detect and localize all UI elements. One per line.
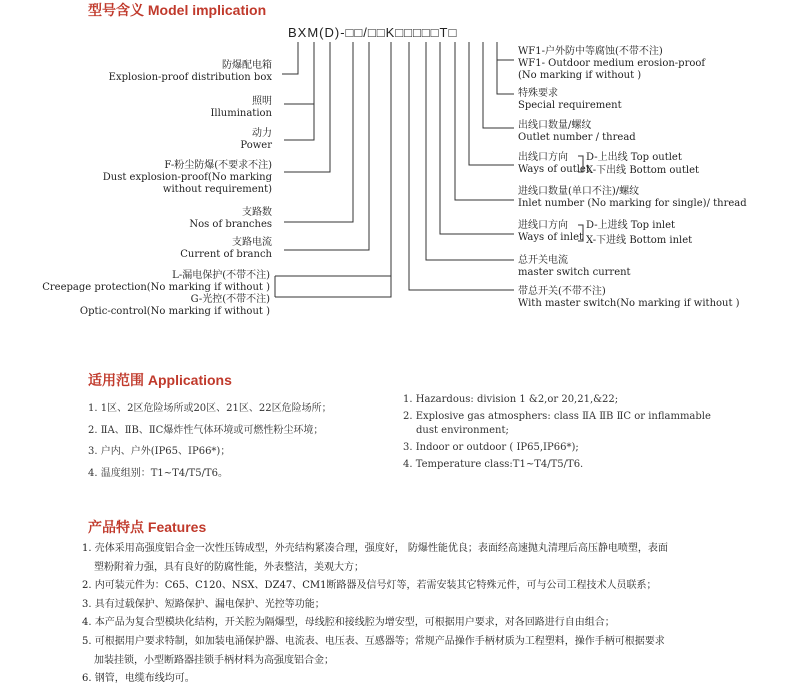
list-item: 1. Hazardous: division 1 &2,or 20,21,&22; [403,394,619,405]
label-inlet-top: D-上进线 Top inlet [586,220,676,231]
list-item: 6. 钢管，电缆布线均可。 [82,673,195,685]
label-outlet-top: D-上出线 Top outlet [586,152,682,163]
features-list [82,540,668,689]
label-optic-control: G-光控(不带不注) Optic-control(No marking if without ) [79,294,270,317]
applications-heading: 适用范围 Applications [88,372,232,388]
list-item: 1. 1区、2区危险场所或20区、21区、22区危险场所； [88,403,332,414]
list-item: 塑粉附着力强，具有良好的防腐性能，外表整洁，美观大方； [94,561,364,573]
list-item: 4. Temperature class:T1~T4/T5/T6. [403,459,584,470]
applications-zh-list [88,398,332,484]
list-item: 3. 具有过载保护、短路保护、漏电保护、光控等功能； [82,598,325,610]
label-special: 特殊要求 Special requirement [518,88,622,111]
list-item: 3. 户内、户外(IP65、IP66*)； [88,446,231,457]
model-code: BXM(D)-□□/□□K□□□□□T□ [288,25,458,40]
applications-en-list [403,393,711,472]
list-item: 1. 壳体采用高强度铝合金一次性压铸成型，外壳结构紧凑合理，强度好， 防爆性能优良；表面经高速抛丸清理后高压静电喷塑，表面 [82,543,668,554]
label-creepage: L-漏电保护(不带不注) Creepage protection(No marking if without ) [42,270,270,293]
list-item: 2. ⅡA、ⅡB、ⅡC爆炸性气体环境或可燃性粉尘环境； [88,424,324,436]
label-outlet-way: 出线口方向 Ways of outlet [518,152,590,175]
list-item: 3. Indoor or outdoor ( IP65,IP66*); [403,442,579,453]
list-item: 5. 可根据用户要求特制，如加装电涌保护器、电流表、电压表、互感器等；常规产品操作手柄材质为工程塑料，操作手柄可根据要求 [82,635,665,647]
label-inlet-number: 进线口数量(单口不注)/螺纹 Inlet number (No marking for single)/ thread [518,186,747,209]
list-item: 2. 内可装元件为：C65、C120、NSX、DZ47、CM1断路器及信号灯等，若需安装其它特殊元件，可与公司工程技术人员联系； [82,580,657,592]
label-inlet-bottom: X-下进线 Bottom inlet [586,235,693,246]
model-heading: 型号含义 Model implication [88,2,267,18]
label-master-current: 总开关电流 master switch current [518,255,631,278]
list-item: 2. Explosive gas atmosphers: class ⅡA ⅡB ⅡC or inflammable [403,411,711,422]
list-item: 4. 温度组别：T1~T4/T5/T6。 [88,467,228,479]
list-item: dust environment; [416,425,509,436]
list-item: 4. 本产品为复合型模块化结构，开关腔为隔爆型，母线腔和接线腔为增安型，可根据用户要求，对各回路进行自由组合； [82,617,615,629]
label-branch-current: 支路电流 Current of branch [180,237,272,260]
label-wf1: WF1-户外防中等腐蚀(不带不注) WF1- Outdoor medium erosion-proof (No marking if without ) [518,46,706,81]
label-power: 动力 Power [240,128,272,151]
label-outlet-bottom: X-下出线 Bottom outlet [586,165,700,176]
label-branches: 支路数 Nos of branches [189,207,272,230]
label-outlet-number: 出线口数量/螺纹 Outlet number / thread [518,120,636,143]
label-explosion-box: 防爆配电箱 Explosion-proof distribution box [108,60,272,83]
features-heading: 产品特点 Features [88,519,207,535]
label-illumination: 照明 Illumination [210,96,272,119]
list-item: 加装挂锁，小型断路器挂锁手柄材料为高强度铝合金； [94,654,334,666]
label-dust-proof: F-粉尘防爆(不要求不注) Dust explosion-proof(No marking without requirement) [102,160,272,195]
label-with-master: 带总开关(不带不注) With master switch(No marking if without ) [518,286,740,309]
label-inlet-way: 进线口方向 Ways of inlet [518,220,584,243]
